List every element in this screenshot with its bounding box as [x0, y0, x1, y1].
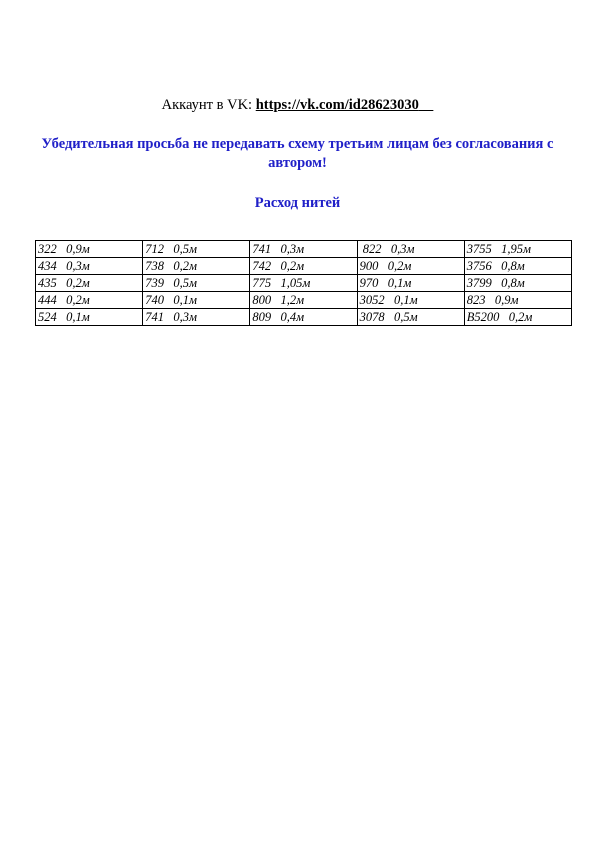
- table-row: [36, 275, 572, 292]
- table-cell: 900 0,2м: [357, 258, 464, 275]
- thread-usage-table: [35, 240, 572, 326]
- table-cell: 822 0,3м: [357, 241, 464, 258]
- table-cell: 322 0,9м: [36, 241, 143, 258]
- table-cell: 3799 0,8м: [464, 275, 571, 292]
- table-cell: B5200 0,2м: [464, 309, 571, 326]
- vk-link-trailing-underline: [419, 97, 434, 113]
- vk-account-prefix: Аккаунт в VK:: [161, 97, 256, 113]
- table-cell: 3755 1,95м: [464, 241, 571, 258]
- table-cell: 739 0,5м: [143, 275, 250, 292]
- section-title: Расход нитей: [254, 195, 341, 211]
- table-cell: 800 1,2м: [250, 292, 357, 309]
- table-cell: 3078 0,5м: [357, 309, 464, 326]
- table-cell: 775 1,05м: [250, 275, 357, 292]
- table-cell: 444 0,2м: [36, 292, 143, 309]
- table-cell: 741 0,3м: [143, 309, 250, 326]
- table-cell: 742 0,2м: [250, 258, 357, 275]
- table-cell: 809 0,4м: [250, 309, 357, 326]
- table-cell: 3052 0,1м: [357, 292, 464, 309]
- table-cell: 738 0,2м: [143, 258, 250, 275]
- table-cell: 740 0,1м: [143, 292, 250, 309]
- table-cell: 3756 0,8м: [464, 258, 571, 275]
- table-cell: 970 0,1м: [357, 275, 464, 292]
- table-cell: 741 0,3м: [250, 241, 357, 258]
- table-row: [36, 292, 572, 309]
- vk-account-line: [0, 96, 595, 114]
- table-cell: 712 0,5м: [143, 241, 250, 258]
- vk-profile-link[interactable]: https://vk.com/id28623030: [255, 97, 419, 113]
- table-row: [36, 258, 572, 275]
- sharing-notice: Убедительная просьба не передавать схему третьим лицам без согласования с автором!: [41, 136, 554, 171]
- table-cell: 823 0,9м: [464, 292, 571, 309]
- table-cell: 435 0,2м: [36, 275, 143, 292]
- table-cell: 434 0,3м: [36, 258, 143, 275]
- table-row: [36, 309, 572, 326]
- table-row: [36, 241, 572, 258]
- table-cell: 524 0,1м: [36, 309, 143, 326]
